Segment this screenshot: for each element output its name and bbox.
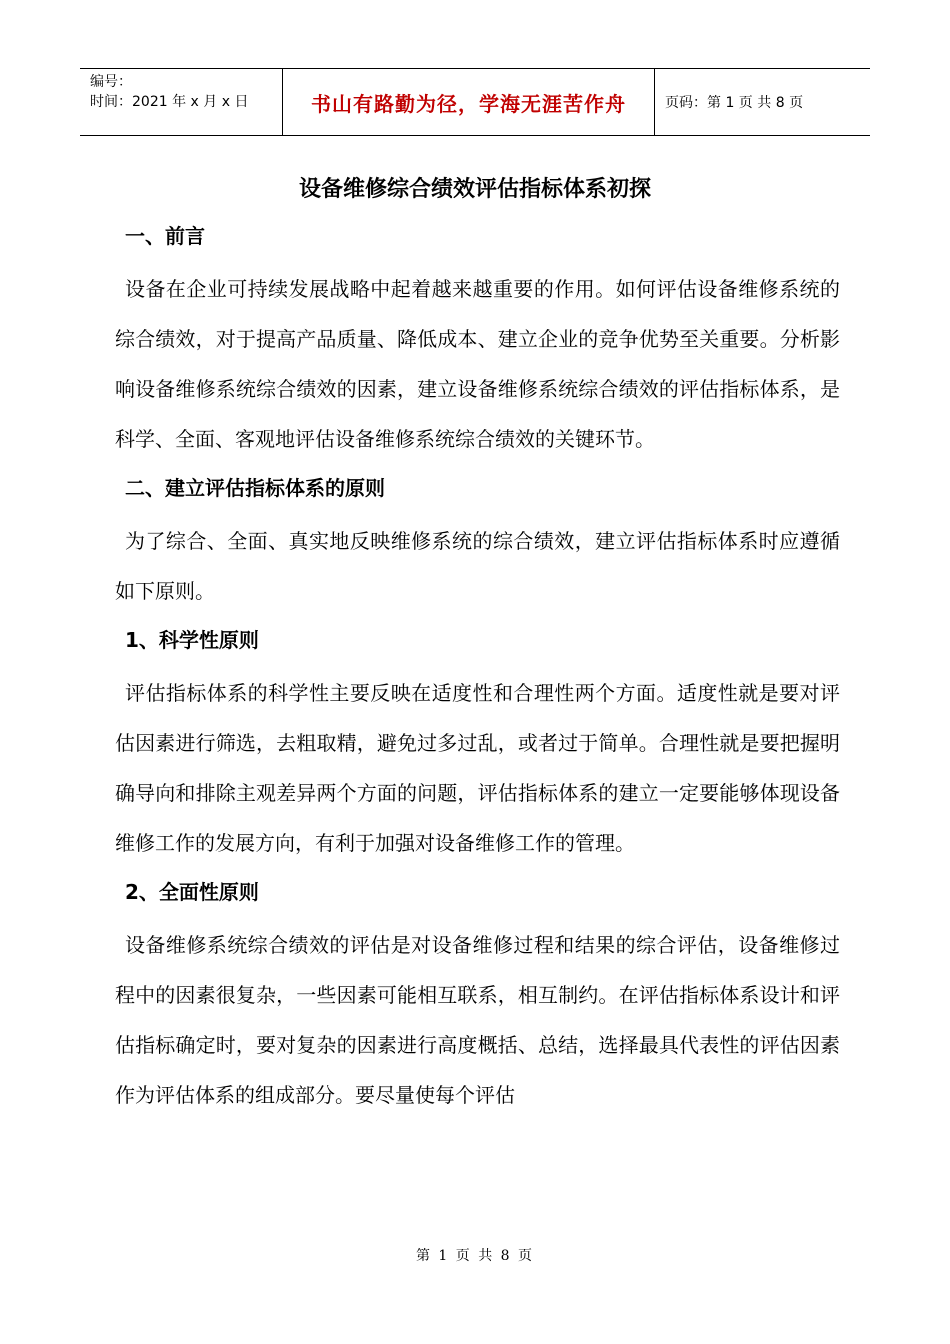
section-heading-principles: 二、建立评估指标体系的原则	[125, 476, 385, 500]
section-paragraph-comprehensive: 设备维修系统综合绩效的评估是对设备维修过程和结果的综合评估，设备维修过程中的因素很复杂，一些因素可能相互联系，相互制约。在评估指标体系设计和评估指标确定时，要对复杂的因素进行高度概括、总结，选择最具代表性的评估因素作为评估体系的组成部分。要尽量使每个评估	[115, 933, 840, 1107]
page-footer: 第 1 页 共 8 页	[415, 1248, 535, 1264]
number-label: 编号：	[90, 74, 132, 90]
section-heading-scientific: 1、科学性原则	[125, 628, 259, 652]
header-meta	[80, 69, 282, 135]
header-motto: 书山有路勤为径，学海无涯苦作舟	[282, 69, 655, 135]
section-paragraph-scientific: 评估指标体系的科学性主要反映在适度性和合理性两个方面。适度性就是要对评估因素进行筛选，去粗取精，避免过多过乱，或者过于简单。合理性就是要把握明确导向和排除主观差异两个方面的问题，评估指标体系的建立一定要能够体现设备维修工作的发展方向，有利于加强对设备维修工作的管理。	[115, 681, 840, 855]
header-page-info: 页码：第 1 页 共 8 页	[665, 95, 804, 111]
document-header	[80, 68, 870, 136]
document-title: 设备维修综合绩效评估指标体系初探	[298, 177, 651, 202]
section-heading-comprehensive: 2、全面性原则	[125, 880, 259, 904]
date-label: 时间：2021 年 x 月 x 日	[90, 94, 249, 110]
section-heading-preface: 一、前言	[125, 224, 205, 248]
section-paragraph-preface: 设备在企业可持续发展战略中起着越来越重要的作用。如何评估设备维修系统的综合绩效，对于提高产品质量、降低成本、建立企业的竞争优势至关重要。分析影响设备维修系统综合绩效的因素，建立设备维修系统综合绩效的评估指标体系，是科学、全面、客观地评估设备维修系统综合绩效的关键环节。	[115, 277, 840, 451]
document-body	[115, 218, 840, 1120]
section-paragraph-principles: 为了综合、全面、真实地反映维修系统的综合绩效，建立评估指标体系时应遵循如下原则。	[115, 529, 840, 603]
